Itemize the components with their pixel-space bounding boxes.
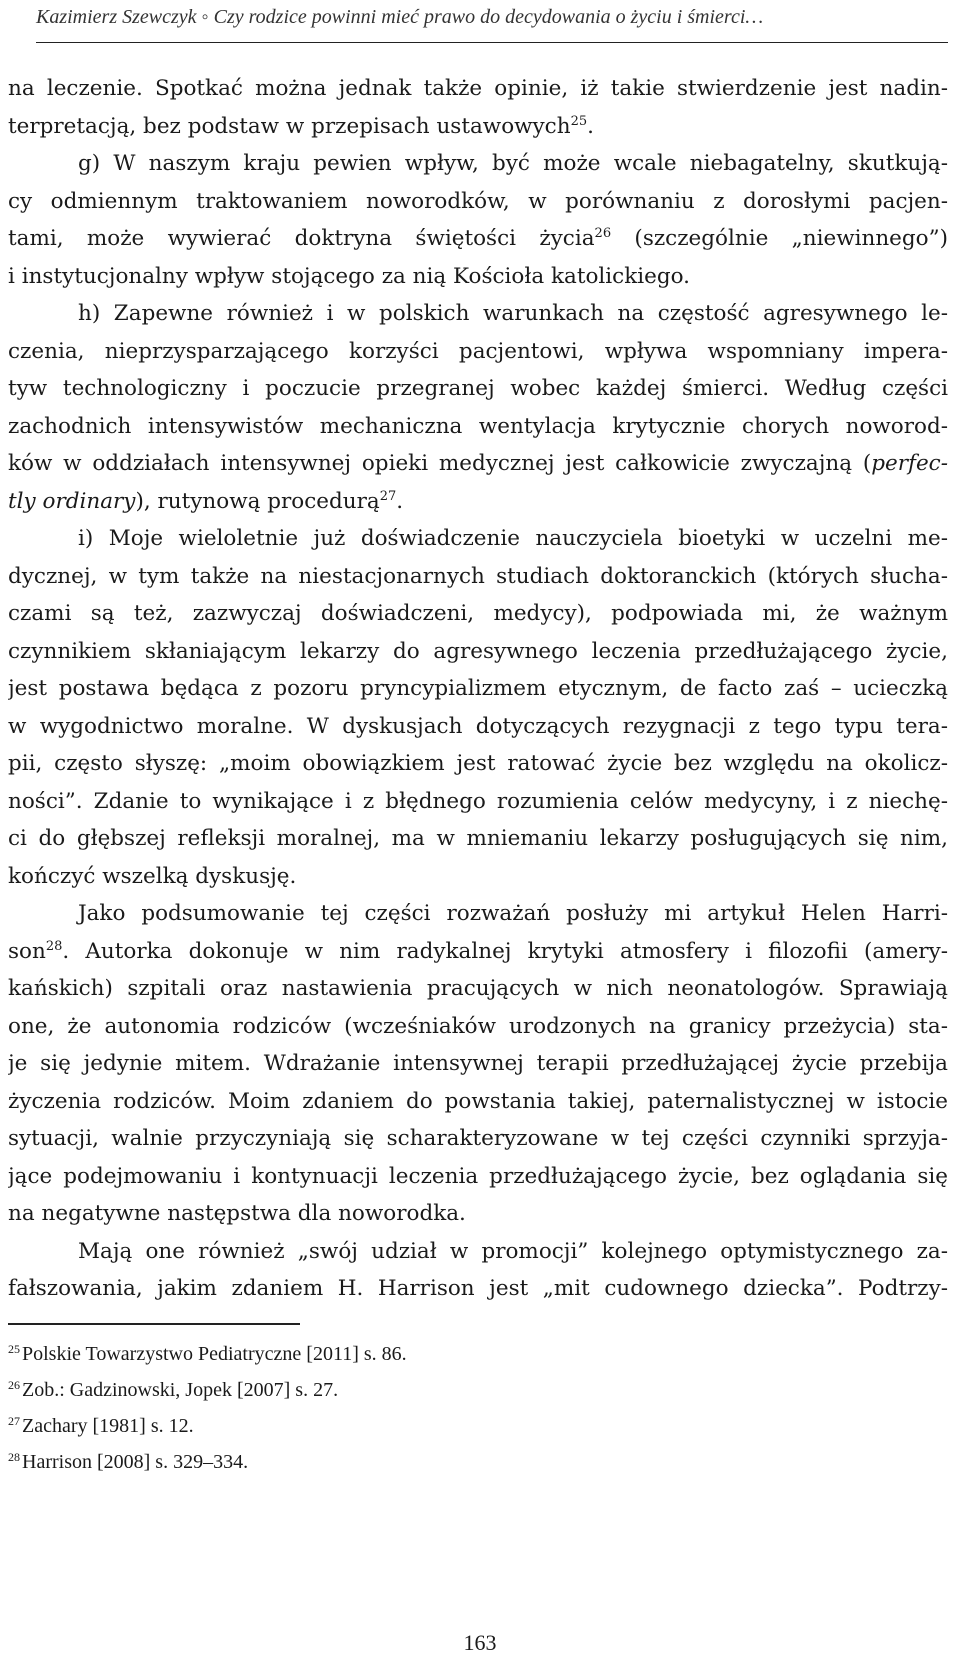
text-line: na negatywne następstwa dla noworodka. <box>8 1201 466 1226</box>
text-line: pii, często słyszę: „moim obowiązkiem jest ratować życie bez względu na okolicz- <box>8 751 948 776</box>
text-line: czenia, nieprzysparzającego korzyści pacjentowi, wpływa wspomniany impera- <box>8 338 948 364</box>
text-line: kańskich) szpitali oraz nastawienia pracujących w nich neonatologów. Sprawiają <box>8 976 948 1001</box>
text-line: Jako podsumowanie tej części rozważań posłuży mi artykuł Helen Harri- <box>78 901 948 926</box>
text-line: i) Moje wieloletnie już doświadczenie nauczyciela bioetyki w uczelni me- <box>78 526 948 551</box>
text-line: czami są też, zazwyczaj doświadczeni, medycy), podpowiada mi, że ważnym <box>8 601 948 626</box>
footnote <box>8 1336 407 1372</box>
footnote-text: Zob.: Gadzinowski, Jopek [2007] s. 27. <box>22 1379 339 1401</box>
text-line: cy odmiennym traktowaniem noworodków, w porównaniu z dorosłymi pacjen- <box>8 188 948 214</box>
footnote-text: Zachary [1981] s. 12. <box>22 1415 194 1437</box>
page-number: 163 <box>463 1630 497 1655</box>
footnote-ref[interactable]: 26 <box>594 226 612 241</box>
text-line: jące podejmowaniu i kontynuacji leczenia przedłużającego życie, bez oglądania się <box>8 1163 948 1189</box>
text-line: ci do głębszej refleksji moralnej, ma w mniemaniu lekarzy posługujących się nim, <box>8 826 948 851</box>
text-line: na leczenie. Spotkać można jednak także opinie, iż takie stwierdzenie jest nadin- <box>8 76 948 101</box>
footnote <box>8 1408 407 1444</box>
footnote-ref[interactable]: 27 <box>379 488 397 504</box>
main-text <box>8 70 948 1308</box>
text-line: sytuacji, walnie przyczyniają się scharakteryzowane w tej części czynniki sprzyja- <box>8 1126 948 1151</box>
footnote-number: 26 <box>8 1378 20 1392</box>
text-line: kończyć wszelką dyskusję. <box>8 863 297 889</box>
text-line: tyw technologiczny i poczucie przegranej wobec każdej śmierci. Według części <box>8 376 948 401</box>
text-line: fałszowania, jakim zdaniem H. Harrison jest „mit cudownego dziecka”. Podtrzy- <box>8 1276 948 1301</box>
footnote-text: Polskie Towarzystwo Pediatryczne [2011] s. 86. <box>22 1343 407 1365</box>
text-line: w wygodnictwo moralne. W dyskusjach dotyczących rezygnacji z tego typu tera- <box>8 713 948 739</box>
text-line: terpretacją, bez podstaw w przepisach ustawowych$^{25}$. <box>8 113 594 139</box>
text-line: życzenia rodziców. Moim zdaniem do powstania takiej, paternalistycznej w istocie <box>8 1088 948 1114</box>
text-line: tami, może wywierać doktryna świętości życia$^{26}$ (szczególnie „niewinnego”) <box>8 226 948 251</box>
footnote <box>8 1372 407 1408</box>
text-line: son$^{28}$. Autorka dokonuje w nim radykalnej krytyki atmosfery i filozofii (amery- <box>8 938 948 964</box>
footnotes <box>8 1336 407 1480</box>
text-line: ności”. Zdanie to wynikające i z błędnego rozumienia celów medycyny, i z niechę- <box>8 788 948 814</box>
footnote-text: Harrison [2008] s. 329–334. <box>22 1451 249 1473</box>
text-line: g) W naszym kraju pewien wpływ, być może wcale niebagatelny, skutkują- <box>78 151 948 176</box>
footnote-number: 25 <box>8 1342 20 1356</box>
text-line: dycznej, w tym także na niestacjonarnych studiach doktoranckich (których słucha- <box>8 563 948 589</box>
footnote-number: 28 <box>8 1450 20 1464</box>
footnote-separator <box>8 1323 300 1325</box>
text-line: one, że autonomia rodziców (wcześniaków urodzonych na granicy przeżycia) sta- <box>8 1013 948 1039</box>
footnote-ref[interactable]: 25 <box>570 113 588 129</box>
running-header <box>36 6 948 43</box>
text-line: czynnikiem skłaniającym lekarzy do agresywnego leczenia przedłużającego życie, <box>8 638 948 664</box>
footnote <box>8 1444 407 1480</box>
text-line: zachodnich intensywistów mechaniczna wentylacja krytycznie chorych noworod- <box>8 413 948 439</box>
footnote-number: 27 <box>8 1414 20 1428</box>
text-line: jest postawa będąca z pozoru pryncypializmem etycznym, de facto zaś – ucieczką <box>8 676 948 701</box>
text-line: tly ordinary), rutynową procedurą$^{27}$. <box>8 488 404 514</box>
text-line: je się jedynie mitem. Wdrażanie intensywnej terapii przedłużającej życie przebija <box>8 1051 948 1076</box>
text-line: i instytucjonalny wpływ stojącego za nią Kościoła katolickiego. <box>8 263 691 289</box>
text-line: h) Zapewne również i w polskich warunkach na częstość agresywnego le- <box>78 301 948 326</box>
text-line: Mają one również „swój udział w promocji” kolejnego optymistycznego za- <box>78 1238 948 1264</box>
text-line: ków w oddziałach intensywnej opieki medycznej jest całkowicie zwyczajną (perfec- <box>8 451 948 476</box>
running-title: Kazimierz Szewczyk ◦ Czy rodzice powinni mieć prawo do decydowania o życiu i śmierci… <box>36 6 764 28</box>
footnote-ref[interactable]: 28 <box>45 938 63 954</box>
